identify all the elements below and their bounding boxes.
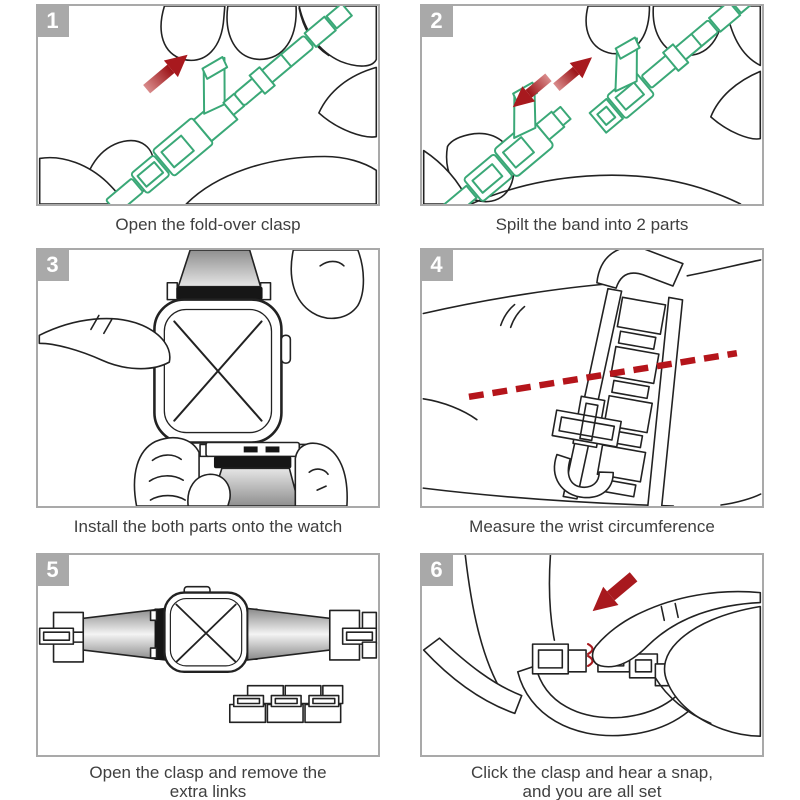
step-number-badge: 2: [420, 4, 453, 37]
step-1-illustration: [38, 6, 378, 204]
step-number-badge: 4: [420, 248, 453, 281]
watch-crown: [281, 335, 290, 363]
step-6-panel: [420, 553, 764, 757]
step-2-cell: [420, 4, 764, 248]
step-caption: Open the fold-over clasp: [115, 215, 301, 234]
step-caption: Spilt the band into 2 parts: [495, 215, 689, 234]
step-caption: Click the clasp and hear a snap, and you are all set: [471, 763, 713, 800]
step-number-badge: 5: [36, 553, 69, 586]
step-4-cell: [420, 248, 764, 553]
step-caption: Open the clasp and remove the extra links: [89, 763, 327, 800]
step-2-panel: [420, 4, 764, 206]
snap-click-mark: [588, 656, 592, 666]
step-number-badge: 6: [420, 553, 453, 586]
step-1-panel: [36, 4, 380, 206]
step-5-illustration: [38, 555, 378, 755]
step-2-illustration: [422, 6, 762, 204]
link-band-illustration: [559, 250, 706, 506]
red-arrow-icon: [585, 568, 641, 621]
step-3-illustration: [38, 250, 378, 506]
step-caption: Measure the wrist circumference: [469, 517, 715, 536]
step-number-badge: 3: [36, 248, 69, 281]
step-5-panel: [36, 553, 380, 757]
step-6-illustration: [422, 555, 762, 755]
step-6-cell: [420, 553, 764, 800]
step-3-panel: [36, 248, 380, 508]
snap-click-mark: [588, 644, 592, 654]
step-number-badge: 1: [36, 4, 69, 37]
step-4-illustration: [422, 250, 762, 506]
step-4-panel: [420, 248, 764, 508]
removed-extra-links: [230, 686, 343, 723]
step-caption: Install the both parts onto the watch: [73, 517, 343, 536]
step-3-cell: [36, 248, 380, 553]
red-arrow-icon: [550, 50, 598, 95]
step-5-cell: [36, 553, 380, 800]
watch-with-bands: [40, 587, 377, 672]
step-1-cell: [36, 4, 380, 248]
